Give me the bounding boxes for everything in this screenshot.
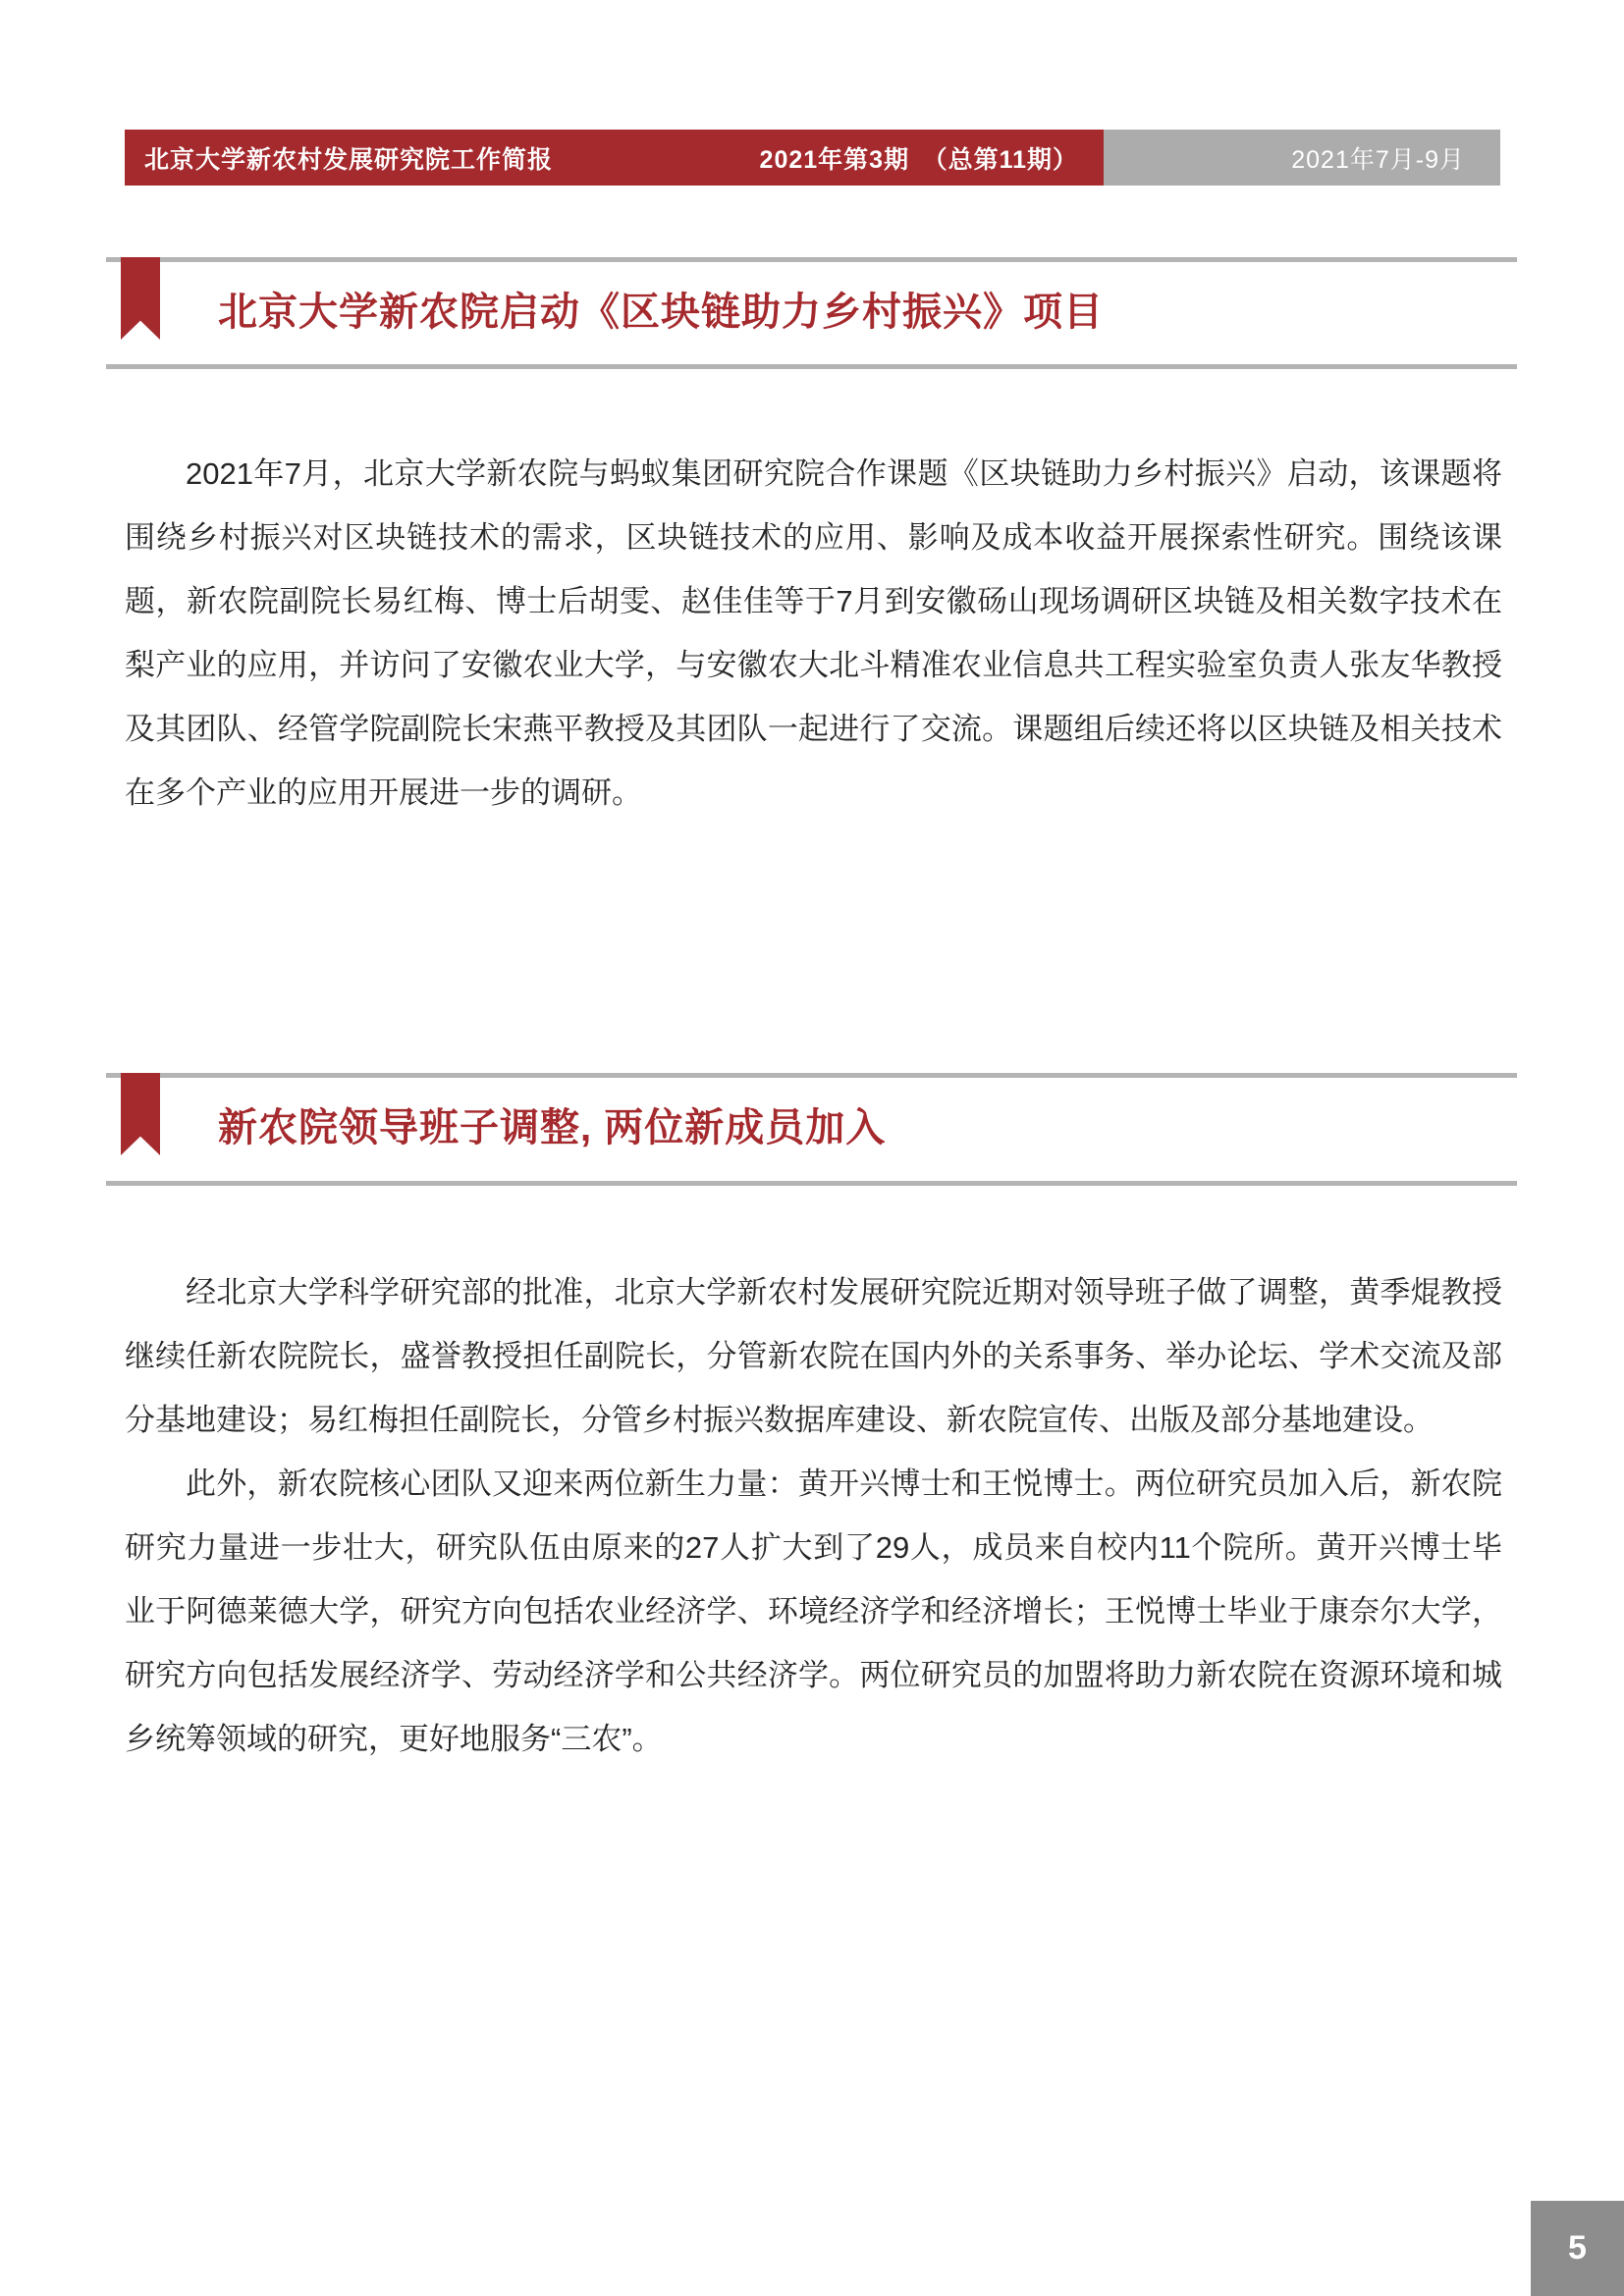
page-number-badge	[1531, 2201, 1624, 2296]
paragraph: 经北京大学科学研究部的批准，北京大学新农村发展研究院近期对领导班子做了调整，黄季焜教授继续任新农院院长，盛誉教授担任副院长，分管新农院在国内外的关系事务、举办论坛、学术交流及部分基地建设；易红梅担任副院长，分管乡村振兴数据库建设、新农院宣传、出版及部分基地建设。	[125, 1275, 1502, 1437]
section-title: 新农院领导班子调整, 两位新成员加入	[218, 1106, 887, 1149]
bookmark-ribbon-icon	[121, 257, 160, 340]
header-red-bar	[125, 130, 1104, 186]
section-divider-line	[106, 257, 1517, 262]
paragraph: 2021年7月，北京大学新农院与蚂蚁集团研究院合作课题《区块链助力乡村振兴》启动，该课题将围绕乡村振兴对区块链技术的需求，区块链技术的应用、影响及成本收益开展探索性研究。围绕该课题，新农院副院长易红梅、博士后胡雯、赵佳佳等于7月到安徽砀山现场调研区块链及相关数字技术在梨产业的应用，并访问了安徽农业大学，与安徽农大北斗精准农业信息共工程实验室负责人张友华教授及其团队、经管学院副院长宋燕平教授及其团队一起进行了交流。课题组后续还将以区块链及相关技术在多个产业的应用开展进一步的调研。	[125, 456, 1502, 810]
page-number: 5	[1568, 2229, 1587, 2267]
section-divider-line	[106, 1181, 1517, 1186]
newsletter-title: 北京大学新农村发展研究院工作简报	[144, 145, 554, 174]
section-divider-line	[106, 1073, 1517, 1078]
section-title: 北京大学新农院启动《区块链助力乡村振兴》项目	[218, 291, 1104, 334]
section-body	[125, 442, 1502, 825]
paragraph: 此外，新农院核心团队又迎来两位新生力量：黄开兴博士和王悦博士。两位研究员加入后，新农院研究力量进一步壮大，研究队伍由原来的27人扩大到了29人，成员来自校内11个院所。黄开兴博士毕业于阿德莱德大学，研究方向包括农业经济学、环境经济学和经济增长；王悦博士毕业于康奈尔大学，研究方向包括发展经济学、劳动经济学和公共经济学。两位研究员的加盟将助力新农院在资源环境和城乡统筹领域的研究，更好地服务“三农”。	[125, 1467, 1502, 1756]
issue-label: 2021年第3期 （总第11期）	[759, 145, 1078, 174]
period-label: 2021年7月-9月	[1291, 145, 1465, 174]
section-divider-line	[106, 364, 1517, 369]
page-header-bar	[125, 130, 1500, 186]
section-body	[125, 1260, 1502, 1771]
header-gray-bar	[1104, 130, 1500, 186]
bookmark-ribbon-icon	[121, 1073, 160, 1155]
